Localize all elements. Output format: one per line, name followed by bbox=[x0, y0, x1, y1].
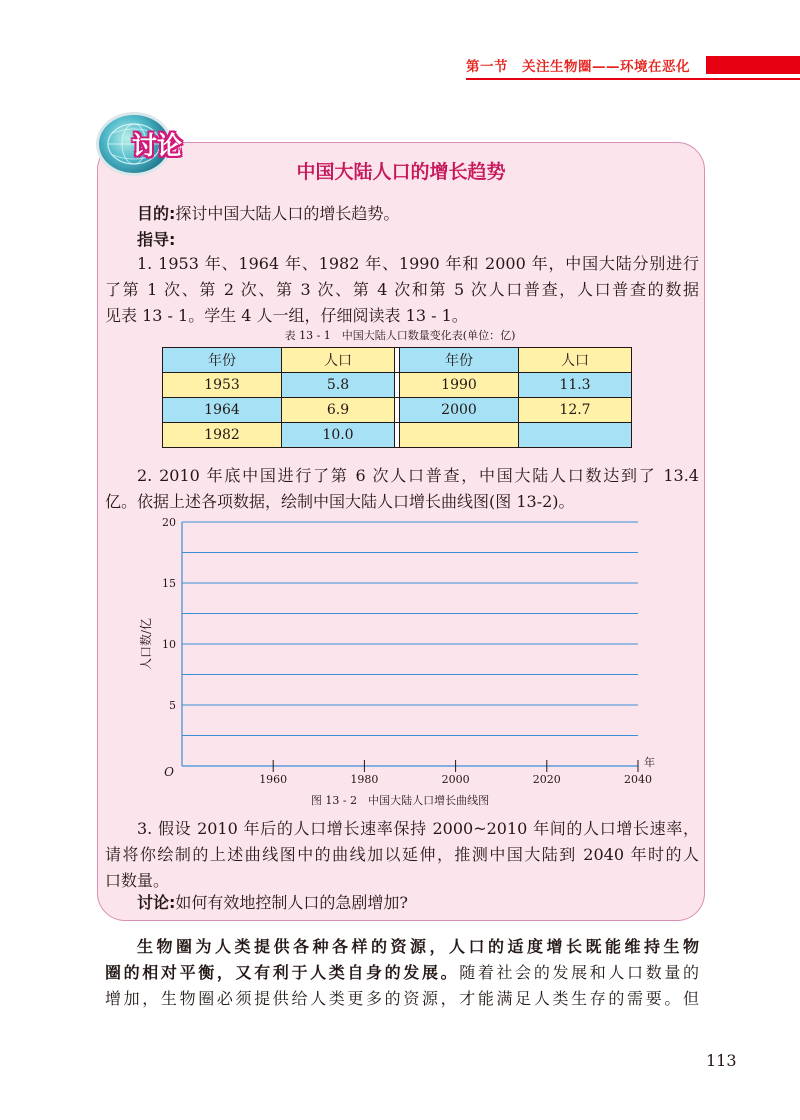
step1-line-1: 1. 1953 年、1964 年、1982 年、1990 年和 2000 年，中国大陆分别进行 bbox=[137, 254, 699, 273]
body-text: 随着社会的发展和人口数量的 bbox=[459, 963, 699, 982]
header-color-bar bbox=[706, 56, 800, 74]
table-cell: 5.8 bbox=[282, 373, 395, 398]
population-growth-chart bbox=[130, 510, 670, 792]
y-tick-label: 10 bbox=[162, 638, 176, 651]
x-tick-label: 2020 bbox=[532, 773, 561, 786]
origin-label: O bbox=[164, 765, 174, 779]
page-number: 113 bbox=[706, 1051, 737, 1070]
purpose-text: 探讨中国大陆人口的增长趋势。 bbox=[175, 204, 400, 223]
y-tick-label: 5 bbox=[169, 699, 176, 712]
figure-caption: 图 13 - 2 中国大陆人口增长曲线图 bbox=[310, 794, 490, 807]
step2-line-1: 2. 2010 年底中国进行了第 6 次人口普查，中国大陆人口数达到了 13.4 bbox=[137, 466, 699, 485]
x-tick-label: 1960 bbox=[259, 773, 288, 786]
body-line-1 bbox=[137, 933, 699, 961]
body-text: 增加，生物圈必须提供给人类更多的资源，才能满足人类生存的需要。但 bbox=[105, 989, 699, 1008]
table-row bbox=[163, 423, 632, 448]
table-row bbox=[163, 398, 632, 423]
body-line-3 bbox=[105, 985, 699, 1013]
table-cell: 11.3 bbox=[519, 373, 632, 398]
table-cell: 12.7 bbox=[519, 398, 632, 423]
table-cell: 6.9 bbox=[282, 398, 395, 423]
table-header-cell: 人口 bbox=[519, 348, 632, 373]
table-cell: 1990 bbox=[400, 373, 519, 398]
section-header-title: 第一节 关注生物圈——环境在恶化 bbox=[466, 59, 690, 75]
guide-label: 指导: bbox=[137, 230, 176, 249]
table-header-cell: 年份 bbox=[163, 348, 282, 373]
population-table bbox=[162, 347, 632, 448]
panel-title: 中国大陆人口的增长趋势 bbox=[296, 161, 506, 183]
table-caption: 表 13 - 1 中国大陆人口数量变化表(单位：亿) bbox=[284, 329, 516, 342]
discussion-label: 讨论: bbox=[137, 893, 176, 912]
purpose-line bbox=[137, 200, 399, 228]
table-cell: 2000 bbox=[400, 398, 519, 423]
x-axis-label: 年 bbox=[644, 756, 655, 769]
body-bold-text: 生物圈为人类提供各种各样的资源，人口的适度增长既能维持生物 bbox=[137, 937, 699, 956]
table-cell bbox=[400, 423, 519, 448]
step1-line-3: 见表 13 - 1。学生 4 人一组，仔细阅读表 13 - 1。 bbox=[105, 306, 468, 325]
x-tick-label: 1980 bbox=[350, 773, 379, 786]
x-tick-label: 2040 bbox=[624, 773, 652, 786]
table-header-cell: 人口 bbox=[282, 348, 395, 373]
step3-line-3: 口数量。 bbox=[105, 871, 170, 890]
header-rule bbox=[466, 78, 800, 80]
y-tick-label: 15 bbox=[162, 577, 176, 590]
table-row bbox=[163, 373, 632, 398]
step2-line-2: 亿。依据上述各项数据，绘制中国大陆人口增长曲线图(图 13-2)。 bbox=[105, 492, 575, 511]
table-cell: 1964 bbox=[163, 398, 282, 423]
table-cell bbox=[519, 423, 632, 448]
table-cell: 10.0 bbox=[282, 423, 395, 448]
step1-line-2: 了第 1 次、第 2 次、第 3 次、第 4 次和第 5 次人口普查，人口普查的数据 bbox=[105, 280, 699, 299]
table-cell: 1982 bbox=[163, 423, 282, 448]
table-header-row bbox=[163, 348, 632, 373]
step3-line-1: 3. 假设 2010 年后的人口增长速率保持 2000~2010 年间的人口增长速率， bbox=[137, 819, 699, 838]
y-axis-label: 人口数/亿 bbox=[139, 617, 153, 671]
discussion-badge-label: 讨论 bbox=[132, 131, 183, 160]
y-tick-label: 20 bbox=[162, 516, 176, 529]
table-cell: 1953 bbox=[163, 373, 282, 398]
purpose-label: 目的: bbox=[137, 204, 176, 223]
discussion-line bbox=[137, 889, 408, 917]
body-bold-text: 圈的相对平衡，又有利于人类自身的发展。 bbox=[105, 963, 460, 982]
discussion-text: 如何有效地控制人口的急剧增加? bbox=[175, 893, 408, 912]
table-header-cell: 年份 bbox=[400, 348, 519, 373]
body-line-2 bbox=[105, 959, 699, 987]
step3-line-2: 请将你绘制的上述曲线图中的曲线加以延伸，推测中国大陆到 2040 年时的人 bbox=[105, 845, 699, 864]
x-tick-label: 2000 bbox=[441, 773, 470, 786]
